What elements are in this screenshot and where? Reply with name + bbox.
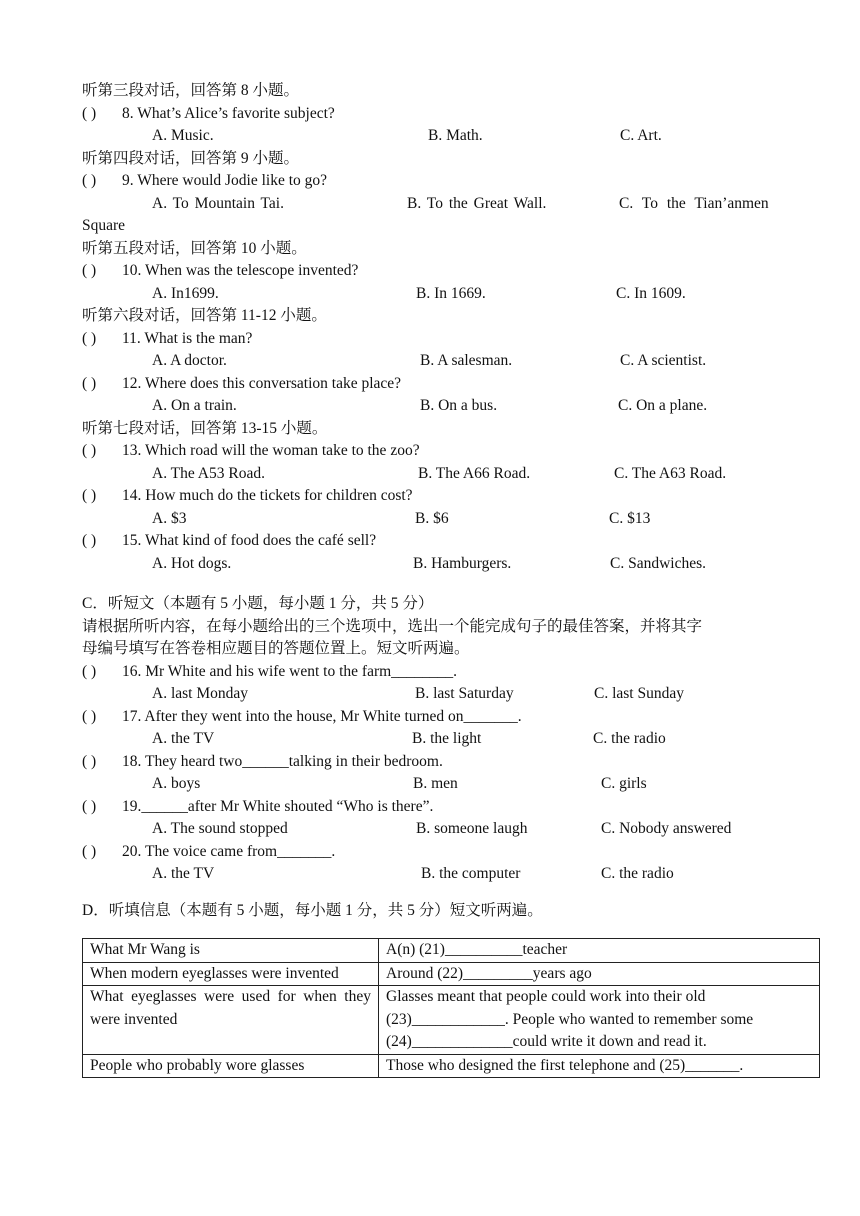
question-8: [82, 103, 822, 126]
option-c: C. The A63 Road.: [614, 464, 727, 482]
option-a: A. On a train.: [152, 397, 237, 414]
question-text: 9. Where would Jodie like to go?: [122, 172, 328, 189]
table-row: [83, 939, 820, 963]
option-a: A. A doctor.: [152, 352, 227, 369]
option-b: B. Hamburgers.: [413, 554, 512, 572]
options-13: [82, 463, 822, 486]
section-c-title: C．听短文（本题有 5 小题，每小题 1 分，共 5 分）: [82, 595, 434, 612]
table-row: [83, 962, 820, 986]
dialogue-intro: 听第五段对话，回答第 10 小题。: [82, 239, 307, 257]
question-17: [82, 706, 822, 729]
question-20: [82, 841, 822, 864]
answer-paren[interactable]: ( ): [82, 752, 97, 770]
option-a: A. last Monday: [152, 685, 249, 702]
question-9: [82, 170, 822, 193]
cell-line: (23)____________. People who wanted to remember some: [386, 1010, 754, 1028]
option-b: B. Math.: [428, 127, 483, 144]
option-a: A. In1699.: [152, 284, 219, 302]
options-12: [82, 395, 822, 418]
answer-paren[interactable]: ( ): [82, 797, 97, 815]
cell-line: (24)_____________could write it down and read it.: [386, 1033, 707, 1050]
answer-paren[interactable]: ( ): [82, 487, 97, 504]
option-c: C. Nobody answered: [601, 820, 732, 837]
option-b: B. The A66 Road.: [418, 464, 531, 482]
options-18: [82, 773, 822, 796]
options-19: [82, 818, 822, 841]
question-11: [82, 328, 822, 351]
option-c: C. the radio: [593, 730, 666, 747]
option-c: C. A scientist.: [620, 352, 707, 369]
question-text: 20. The voice came from_______.: [122, 842, 336, 860]
question-14: [82, 485, 822, 508]
option-a: A. The sound stopped: [152, 820, 288, 837]
dialogue-intro: 听第四段对话，回答第 9 小题。: [82, 149, 300, 167]
dialogue-intro: 听第三段对话，回答第 8 小题。: [82, 82, 300, 99]
question-text: 13. Which road will the woman take to the zoo?: [122, 442, 420, 459]
option-b: B. the computer: [421, 865, 521, 882]
options-14: [82, 508, 822, 531]
answer-paren[interactable]: ( ): [82, 707, 97, 725]
option-a: A. Hot dogs.: [152, 554, 232, 572]
question-text: 16. Mr White and his wife went to the farm________.: [122, 662, 458, 680]
option-a: A. boys: [152, 775, 201, 792]
answer-cell-21[interactable]: A(n) (21)__________teacher: [379, 939, 820, 963]
row-label: People who probably wore glasses: [83, 1054, 379, 1078]
options-20: [82, 863, 822, 886]
question-13: [82, 440, 822, 463]
section-c-instructions: 请根据所听内容，在每小题给出的三个选项中，选出一个能完成句子的最佳答案，并将其字: [82, 617, 703, 635]
answer-paren[interactable]: ( ): [82, 662, 97, 680]
option-c: C. To the Tian’anmen: [619, 194, 769, 212]
answer-paren[interactable]: ( ): [82, 329, 97, 347]
question-19: [82, 796, 822, 819]
section-d-title: D．听填信息（本题有 5 小题，每小题 1 分，共 5 分）短文听两遍。: [82, 901, 543, 919]
question-text: 15. What kind of food does the café sell?: [122, 532, 377, 549]
option-c: C. $13: [609, 509, 651, 527]
options-10: [82, 283, 822, 306]
options-9: [82, 193, 822, 216]
options-16: [82, 683, 822, 706]
option-c: C. Sandwiches.: [610, 554, 707, 572]
question-text: 19.______after Mr White shouted “Who is there”.: [122, 797, 434, 815]
question-text: 11. What is the man?: [122, 329, 253, 347]
answer-cell-23-24[interactable]: [379, 986, 820, 1055]
option-c: C. Art.: [620, 127, 662, 144]
question-text: 10. When was the telescope invented?: [122, 262, 359, 279]
answer-paren[interactable]: ( ): [82, 842, 97, 860]
dialogue-intro: 听第七段对话，回答第 13-15 小题。: [82, 419, 328, 437]
option-c: C. last Sunday: [594, 685, 684, 702]
option-b: B. In 1669.: [416, 284, 486, 302]
option-a: A. To Mountain Tai.: [152, 194, 284, 212]
answer-paren[interactable]: ( ): [82, 104, 97, 122]
question-text: 18. They heard two______talking in their bedroom.: [122, 752, 443, 770]
option-a: A. the TV: [152, 865, 215, 882]
question-text: 14. How much do the tickets for children cost?: [122, 487, 413, 504]
option-b: B. On a bus.: [420, 397, 498, 414]
option-a: A. The A53 Road.: [152, 464, 265, 482]
question-18: [82, 751, 822, 774]
answer-cell-22[interactable]: Around (22)_________years ago: [379, 962, 820, 986]
option-c: C. On a plane.: [618, 397, 708, 414]
table-row: [83, 1054, 820, 1078]
question-16: [82, 661, 822, 684]
row-label: When modern eyeglasses were invented: [83, 962, 379, 986]
question-text: 17. After they went into the house, Mr White turned on_______.: [122, 707, 522, 725]
answer-paren[interactable]: ( ): [82, 172, 97, 189]
row-label: What Mr Wang is: [83, 939, 379, 963]
option-a: A. Music.: [152, 127, 214, 144]
option-c: C. the radio: [601, 865, 674, 882]
question-12: [82, 373, 822, 396]
cell-line: Glasses meant that people could work into their old: [386, 988, 706, 1005]
option-c: C. In 1609.: [616, 284, 686, 302]
option-a: A. $3: [152, 509, 187, 527]
answer-paren[interactable]: ( ): [82, 442, 97, 459]
dialogue-intro: 听第六段对话，回答第 11-12 小题。: [82, 307, 327, 324]
option-wrap: Square: [82, 217, 126, 234]
option-b: B. the light: [412, 730, 482, 747]
info-table: [82, 938, 820, 1078]
answer-paren[interactable]: ( ): [82, 374, 97, 392]
option-b: B. last Saturday: [415, 685, 514, 702]
answer-paren[interactable]: ( ): [82, 262, 97, 279]
option-b: B. A salesman.: [420, 352, 513, 369]
section-c-instructions-cont: 母编号填写在答卷相应题目的答题位置上。短文听两遍。: [82, 640, 470, 657]
answer-cell-25[interactable]: Those who designed the first telephone and (25)_______.: [379, 1054, 820, 1078]
option-b: B. someone laugh: [416, 820, 528, 837]
question-text: 12. Where does this conversation take place?: [122, 374, 402, 392]
option-b: B. men: [413, 775, 458, 792]
option-b: B. $6: [415, 509, 449, 527]
row-label: What eyeglasses were used for when they were invented: [83, 986, 379, 1055]
question-text: 8. What’s Alice’s favorite subject?: [122, 104, 335, 122]
option-a: A. the TV: [152, 730, 215, 747]
option-c: C. girls: [601, 775, 647, 792]
answer-paren[interactable]: ( ): [82, 532, 97, 549]
options-11: [82, 350, 822, 373]
options-17: [82, 728, 822, 751]
options-8: [82, 125, 822, 148]
option-b: B. To the Great Wall.: [407, 194, 547, 212]
question-10: [82, 260, 822, 283]
exam-page: [82, 80, 822, 922]
options-15: [82, 553, 822, 576]
question-15: [82, 530, 822, 553]
table-row: [83, 986, 820, 1055]
